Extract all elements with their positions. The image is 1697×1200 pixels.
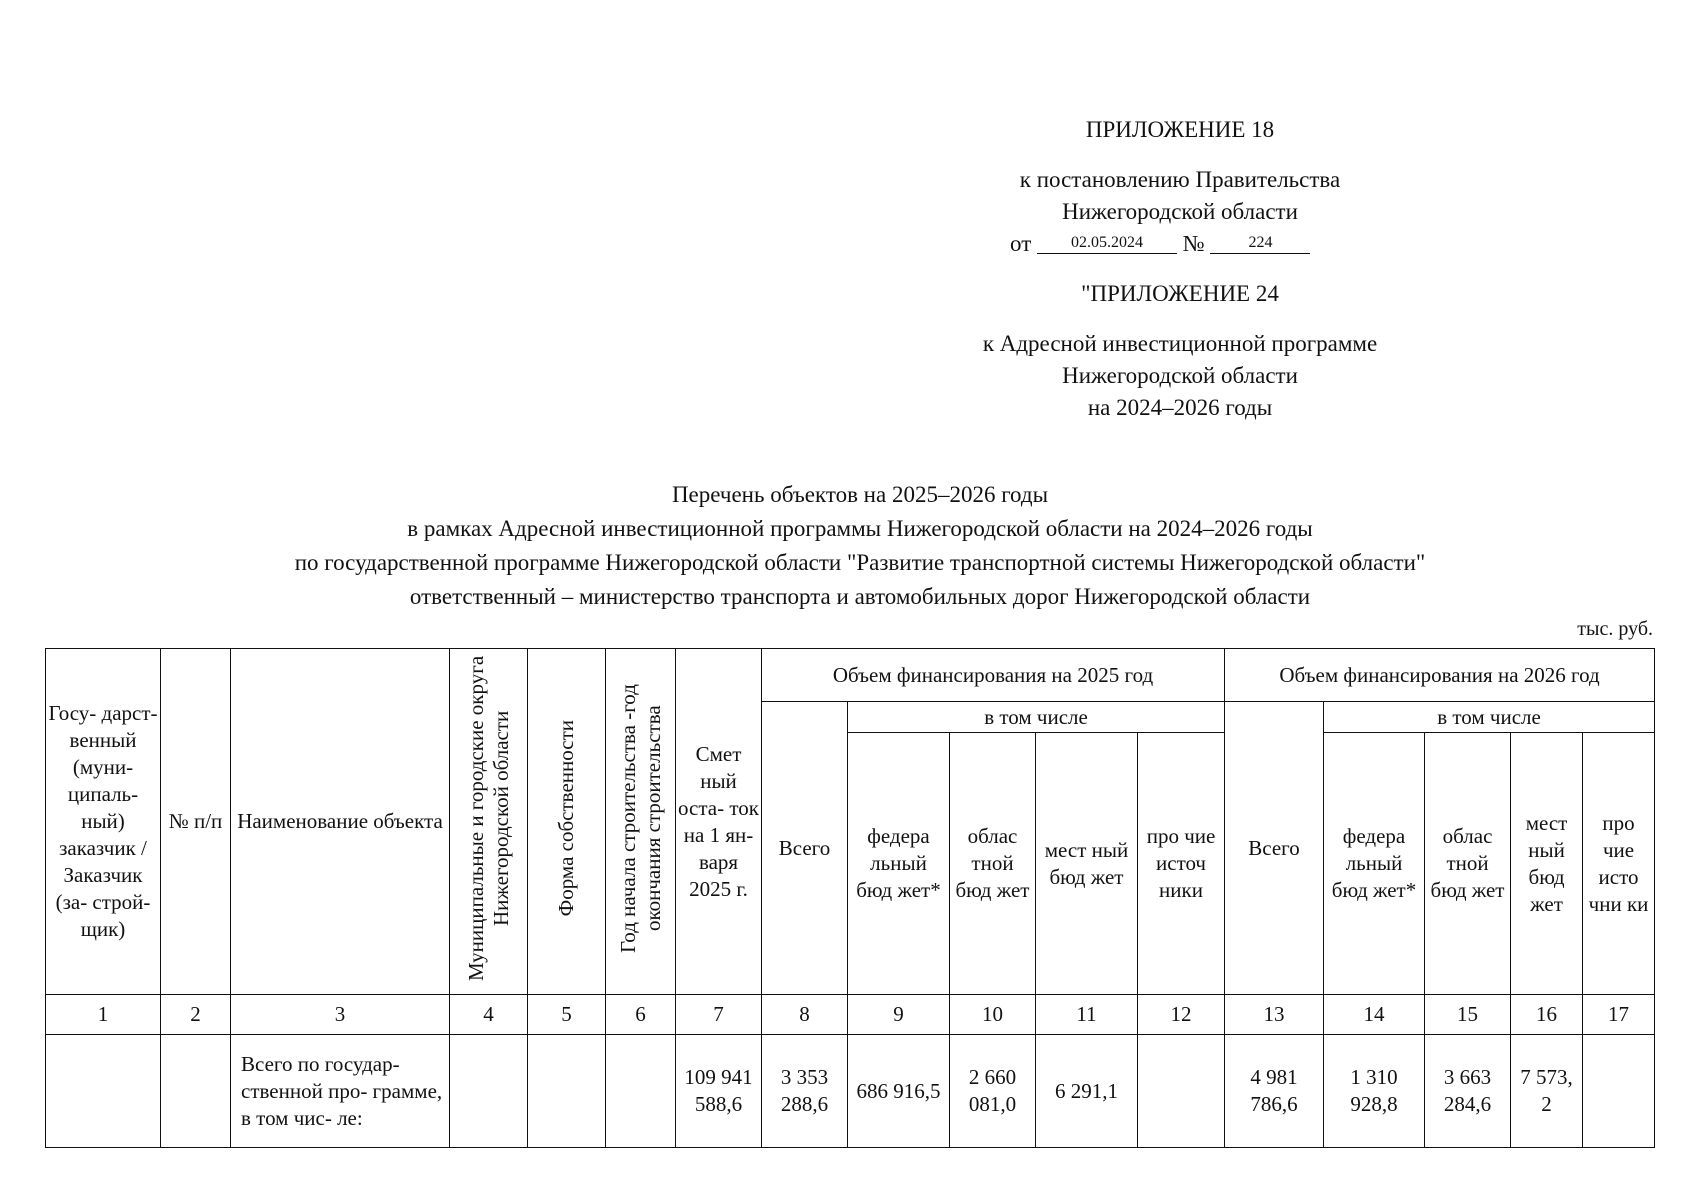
cell-local-2025: 6 291,1: [1036, 1035, 1138, 1148]
header-local-2025: мест ный бюд жет: [1036, 733, 1138, 995]
cell-local-2026: 7 573, 2: [1511, 1035, 1583, 1148]
cell-other-2025: [1138, 1035, 1225, 1148]
column-number: 13: [1225, 995, 1324, 1035]
cell-ownership: [528, 1035, 606, 1148]
cell-federal-2026: 1 310 928,8: [1324, 1035, 1425, 1148]
column-number: 9: [848, 995, 950, 1035]
column-number: 3: [231, 995, 450, 1035]
cell-federal-2025: 686 916,5: [848, 1035, 950, 1148]
column-number: 5: [528, 995, 606, 1035]
construction-years-label: Год начала строительства -год окончания строительства: [615, 683, 665, 953]
header-funding-2025: Объем финансирования на 2025 год: [762, 649, 1225, 702]
column-number: 10: [950, 995, 1036, 1035]
appendix24-title: "ПРИЛОЖЕНИЕ 24: [1081, 281, 1279, 306]
units-label: тыс. руб.: [1577, 618, 1653, 640]
cell-regional-2026: 3 663 284,6: [1425, 1035, 1511, 1148]
header-including-2026: в том числе: [1324, 702, 1655, 733]
header-construction-years: [606, 649, 676, 995]
column-number: 7: [676, 995, 762, 1035]
header-customer: Госу- дарст- венный (муни- ципаль- ный) заказчик / Заказчик (за- строй- щик): [46, 649, 161, 995]
header-object-name: Наименование объекта: [231, 649, 450, 995]
cell-remainder: 109 941 588,6: [676, 1035, 762, 1148]
table-row-total: [46, 1035, 1655, 1148]
header-regional-2025: облас тной бюд жет: [950, 733, 1036, 995]
header-federal-2025: федера льный бюд жет*: [848, 733, 950, 995]
date-prefix: от: [1010, 231, 1032, 256]
cell-municipal: [450, 1035, 528, 1148]
column-number: 17: [1583, 995, 1655, 1035]
cell-row-number: [161, 1035, 231, 1148]
header-other-2025: про чие источ ники: [1138, 733, 1225, 995]
decree-date: 02.05.2024: [1037, 233, 1177, 254]
municipal-districts-label: Муниципальные и городские округа Нижегородской области: [463, 655, 513, 981]
column-number: 2: [161, 995, 231, 1035]
header-regional-2026: облас тной бюд жет: [1425, 733, 1511, 995]
cell-total-2026: 4 981 786,6: [1225, 1035, 1324, 1148]
decree-date-number: [1010, 228, 1350, 260]
cell-regional-2025: 2 660 081,0: [950, 1035, 1036, 1148]
header-estimated-remainder: Смет ный оста- ток на 1 ян- варя 2025 г.: [676, 649, 762, 995]
list-subtitle-program: в рамках Адресной инвестиционной программы Нижегородской области на 2024–2026 годы: [407, 516, 1313, 541]
header-including-2025: в том числе: [848, 702, 1225, 733]
column-number: 4: [450, 995, 528, 1035]
aip-region: Нижегородской области: [1062, 363, 1298, 388]
aip-reference: к Адресной инвестиционной программе: [982, 331, 1378, 356]
cell-years: [606, 1035, 676, 1148]
column-number: 6: [606, 995, 676, 1035]
cell-object-name: Всего по государ- ственной про- грамме, в том чис- ле:: [231, 1035, 450, 1148]
decree-region: Нижегородской области: [1062, 199, 1298, 224]
objects-table: [45, 648, 1655, 1148]
list-title: Перечень объектов на 2025–2026 годы: [671, 482, 1049, 507]
decree-reference: к постановлению Правительства: [1019, 167, 1341, 192]
aip-period: на 2024–2026 годы: [1087, 395, 1273, 420]
header-funding-2026: Объем финансирования на 2026 год: [1225, 649, 1655, 702]
appendix-title: ПРИЛОЖЕНИЕ 18: [1085, 117, 1275, 142]
cell-total-2025: 3 353 288,6: [762, 1035, 848, 1148]
column-number: 1: [46, 995, 161, 1035]
header-municipal-districts: [450, 649, 528, 995]
header-ownership: [528, 649, 606, 995]
header-total-2025: Всего: [762, 702, 848, 995]
list-subtitle-state-program: по государственной программе Нижегородской области "Развитие транспортной системы Нижегородской области": [294, 550, 1426, 575]
column-number: 11: [1036, 995, 1138, 1035]
column-number: 8: [762, 995, 848, 1035]
column-number: 12: [1138, 995, 1225, 1035]
cell-customer: [46, 1035, 161, 1148]
column-number: 16: [1511, 995, 1583, 1035]
header-other-2026: про чие исто чни ки: [1583, 733, 1655, 995]
column-number: 14: [1324, 995, 1425, 1035]
decree-number: 224: [1210, 233, 1310, 254]
list-subtitle-responsible: ответственный – министерство транспорта и автомобильных дорог Нижегородской области: [409, 584, 1311, 609]
cell-other-2026: [1583, 1035, 1655, 1148]
header-local-2026: мест ный бюд жет: [1511, 733, 1583, 995]
header-total-2026: Всего: [1225, 702, 1324, 995]
number-sign: №: [1182, 231, 1205, 256]
ownership-label: Форма собственности: [554, 719, 578, 917]
header-row-number: № п/п: [161, 649, 231, 995]
header-federal-2026: федера льный бюд жет*: [1324, 733, 1425, 995]
column-number: 15: [1425, 995, 1511, 1035]
